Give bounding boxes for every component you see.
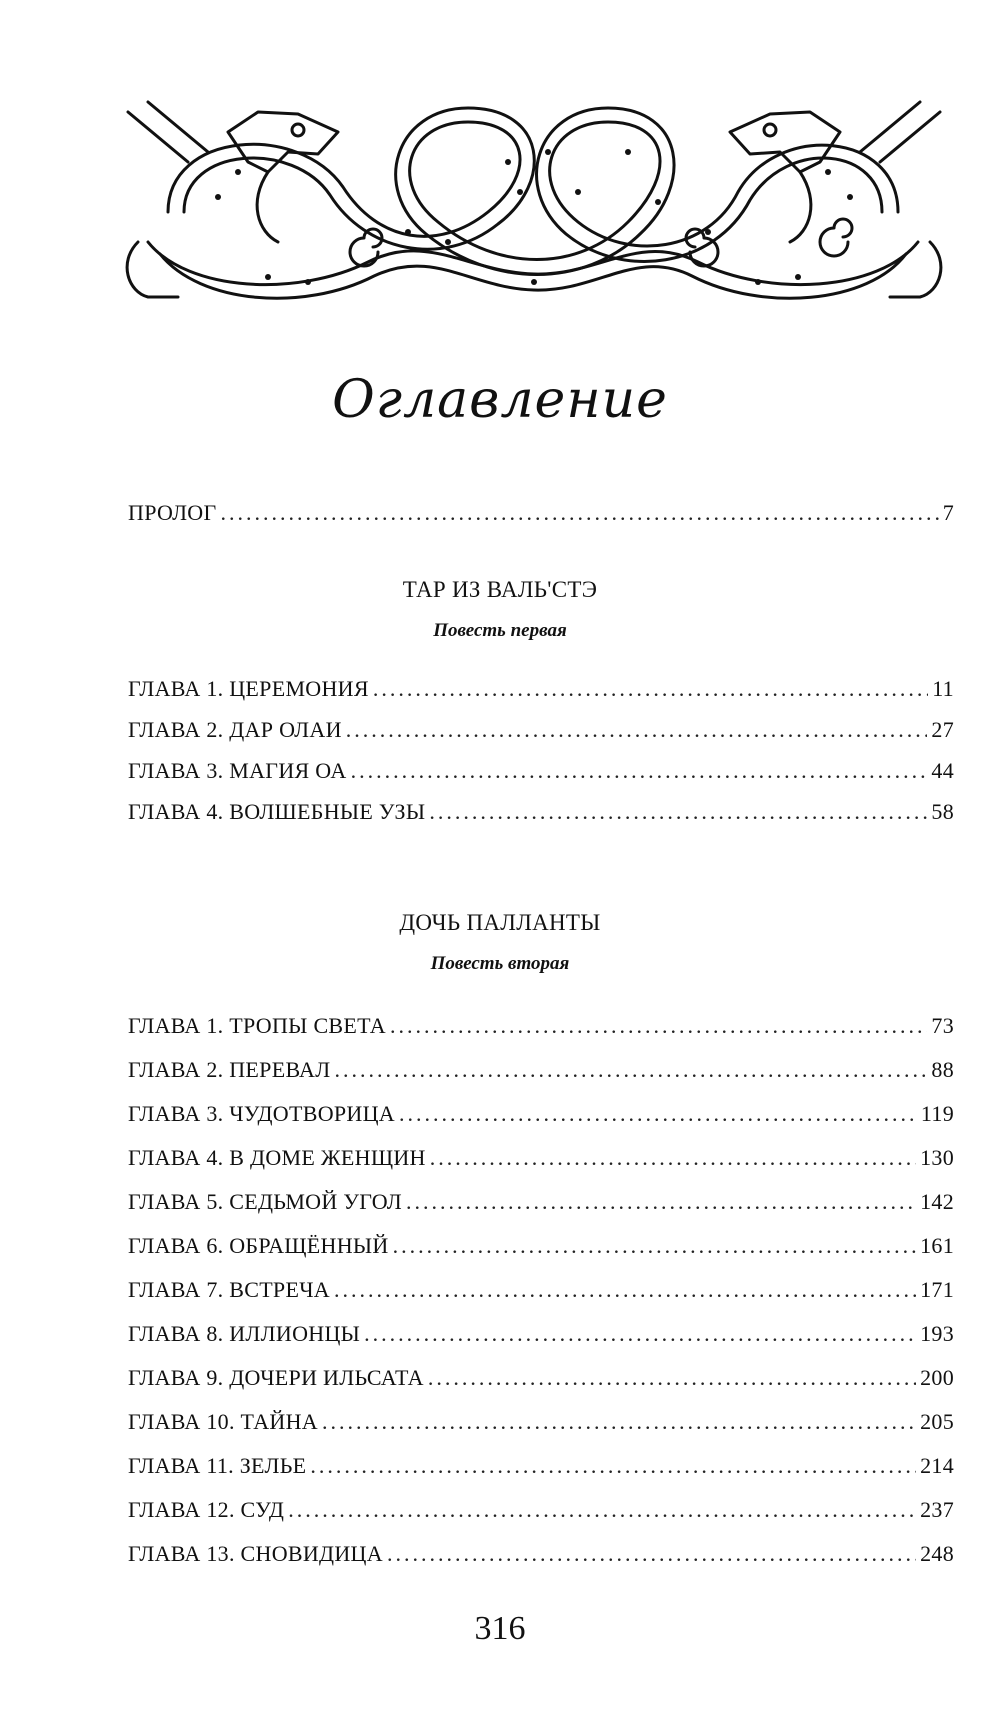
toc-entry-page: 88 [931,1057,954,1082]
toc-entry-label: ПРОЛОГ [128,500,217,525]
toc-entry-page: 237 [920,1497,954,1522]
part-subtitle: Повесть первая [433,620,567,641]
toc-entry-page: 11 [932,676,954,701]
toc-entry[interactable] [128,799,954,833]
toc-entry-page: 161 [920,1233,954,1258]
toc-entry-page: 171 [920,1277,954,1302]
toc-entry-page: 7 [942,500,954,525]
dot-leader [429,799,927,825]
toc-entry[interactable] [128,1013,954,1047]
toc-entry[interactable] [128,1145,954,1179]
toc-entry-label: ГЛАВА 11. ЗЕЛЬЕ [128,1453,307,1478]
dot-leader [399,1101,917,1127]
toc-entry-page: 130 [920,1145,954,1170]
toc-entry[interactable] [128,1497,954,1531]
toc-entry[interactable] [128,1101,954,1135]
toc-entry-label: ГЛАВА 1. ЦЕРЕМОНИЯ [128,676,369,701]
dot-leader [346,717,928,743]
toc-entry-label: ГЛАВА 3. МАГИЯ ОА [128,758,347,783]
dot-leader [310,1453,916,1479]
celtic-knot-dragons-icon [108,92,960,312]
toc-entry-label: ГЛАВА 10. ТАЙНА [128,1409,318,1434]
toc-entry-label: ГЛАВА 7. ВСТРЕЧА [128,1277,330,1302]
toc-entry[interactable] [128,1321,954,1355]
toc-entry-page: 205 [920,1409,954,1434]
part-title: ТАР ИЗ ВАЛЬ'СТЭ [402,577,598,602]
toc-entry-label: ГЛАВА 13. СНОВИДИЦА [128,1541,383,1566]
toc-entry-label: ГЛАВА 2. ДАР ОЛАИ [128,717,342,742]
page-number: 316 [474,1610,526,1647]
toc-entry-page: 214 [920,1453,954,1478]
toc-entry-label: ГЛАВА 2. ПЕРЕВАЛ [128,1057,331,1082]
dot-leader [351,758,928,784]
toc-entry[interactable] [128,676,954,710]
toc-entry-label: ГЛАВА 5. СЕДЬМОЙ УГОЛ [128,1189,403,1214]
toc-entry-page: 142 [920,1189,954,1214]
toc-entry[interactable] [128,1057,954,1091]
dot-leader [390,1013,927,1039]
toc-entry[interactable] [128,1233,954,1267]
dot-leader [322,1409,916,1435]
dot-leader [221,500,939,526]
toc-entry[interactable] [128,1189,954,1223]
toc-entry[interactable] [128,1453,954,1487]
toc-entry-page: 200 [920,1365,954,1390]
toc-entry[interactable] [128,1541,954,1575]
dot-leader [373,676,928,702]
toc-entry-page: 119 [920,1101,954,1126]
toc-entry-label: ГЛАВА 6. ОБРАЩЁННЫЙ [128,1233,389,1258]
toc-entry[interactable] [128,1277,954,1311]
dot-leader [334,1277,916,1303]
toc-entry-page: 73 [931,1013,954,1038]
toc-entry-label: ГЛАВА 3. ЧУДОТВОРИЦА [128,1101,395,1126]
dot-leader [334,1057,927,1083]
toc-entry[interactable] [128,758,954,792]
page-title: Оглавление [332,370,668,430]
toc-entry[interactable] [128,1365,954,1399]
toc-entry-page: 44 [931,758,954,783]
dot-leader [430,1145,916,1171]
toc-entry-label: ГЛАВА 9. ДОЧЕРИ ИЛЬСАТА [128,1365,424,1390]
toc-entry-page: 58 [931,799,954,824]
dot-leader [393,1233,917,1259]
toc-entry-label: ГЛАВА 12. СУД [128,1497,285,1522]
toc-entry-page: 27 [931,717,954,742]
toc-entry-page: 248 [920,1541,954,1566]
dot-leader [428,1365,916,1391]
toc-entry-label: ГЛАВА 1. ТРОПЫ СВЕТА [128,1013,386,1038]
toc-entry-label: ГЛАВА 8. ИЛЛИОНЦЫ [128,1321,361,1346]
dot-leader [387,1541,916,1567]
part-subtitle: Повесть вторая [430,953,570,974]
toc-entry[interactable] [128,1409,954,1443]
dot-leader [364,1321,916,1347]
toc-entry-prologue[interactable] [128,500,954,534]
toc-entry[interactable] [128,717,954,751]
part-title: ДОЧЬ ПАЛЛАНТЫ [399,910,601,935]
toc-entry-label: ГЛАВА 4. В ДОМЕ ЖЕНЩИН [128,1145,426,1170]
dot-leader [288,1497,916,1523]
dot-leader [406,1189,916,1215]
toc-entry-label: ГЛАВА 4. ВОЛШЕБНЫЕ УЗЫ [128,799,426,824]
toc-entry-page: 193 [920,1321,954,1346]
